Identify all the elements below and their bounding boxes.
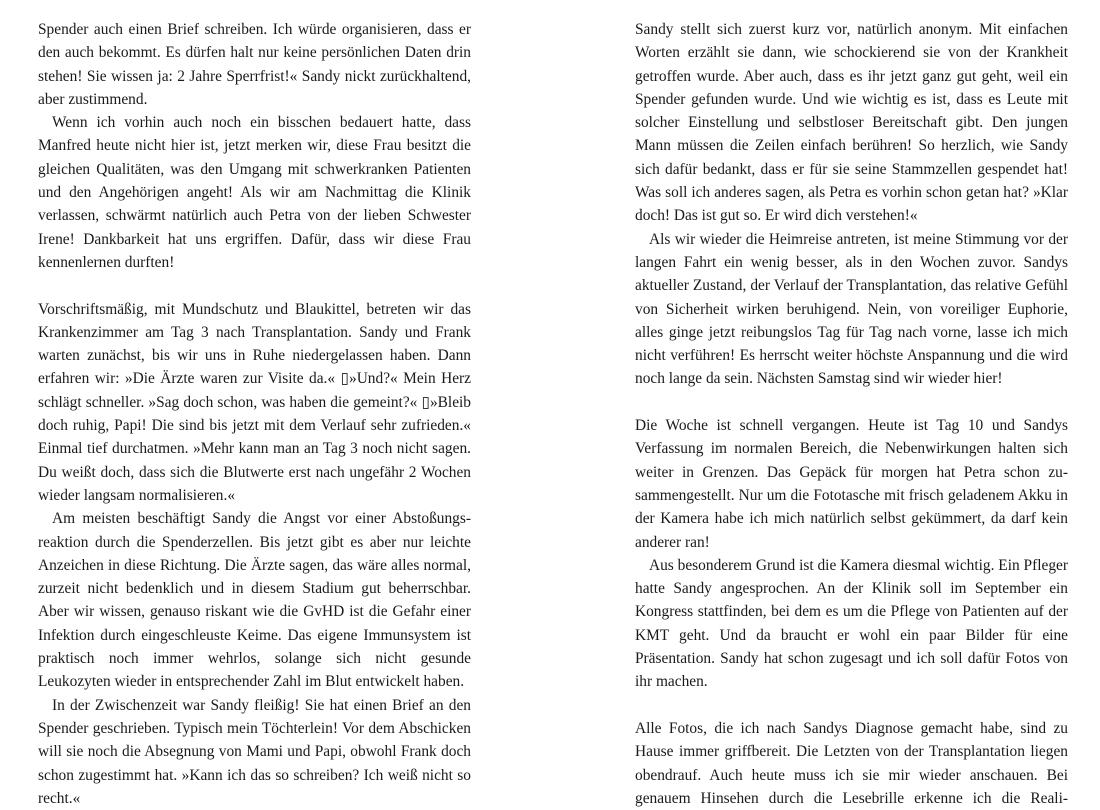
right-page xyxy=(635,18,1068,810)
left-page xyxy=(38,18,471,810)
left-paragraph-2: Wenn ich vorhin auch noch ein bisschen bedauert hatte, dass Manfred heute nicht hier ist, jetzt merken wir, diese Frau besitzt die gleichen Qualitäten, was den Umgang mit schwerkranken Patienten und den Angehörigen angeht! Als wir am Nachmittag die Klinik verlassen, schwärmt natürlich auch Petra von der lieben Schwester Irene! Dankbarkeit hat uns ergriffen. Dafür, dass wir diese Frau kennenlernen durften! xyxy=(38,114,471,271)
right-paragraph-3: Die Woche ist schnell vergangen. Heute ist Tag 10 und Sandys Verfassung im normalen Bereich, die Nebenwirkungen halten sich weiter in Grenzen. Das Gepäck für morgen hat Petra schon zusammengestellt. Nur um die Fototasche mit frisch geladenem Akku in der Kamera habe ich mich natürlich selbst gekümmert, da darf kein anderer ran! xyxy=(635,417,1068,551)
left-paragraph-5: In der Zwischenzeit war Sandy fleißig! Sie hat einen Brief an den Spender geschrieben. Typisch mein Töchterlein! Vor dem Abschicken will sie noch die Absegnung von Mami und Papi, obwohl Frank doch schon zugestimmt hat. »Kann ich das so schreiben? Ich weiß nicht so recht.« xyxy=(38,696,471,807)
left-paragraph-4: Am meisten beschäftigt Sandy die Angst vor einer Abstoßungsreaktion durch die Spenderzellen. Bis jetzt gibt es aber nur leichte Anzeichen in diese Richtung. Die Ärzte sagen, das wäre alles normal, zurzeit nicht bedenklich und in diesem Stadium gut beherrschbar. Aber wir wissen, genauso riskant wie die GvHD ist die Gefahr einer Infektion durch eingeschleuste Keime. Das eigene Immunsystem ist praktisch noch immer wehrlos, solange sich nicht gesunde Leukozyten wieder in entsprechender Zahl im Blut entwickelt haben. xyxy=(38,510,471,691)
right-paragraph-5: Alle Fotos, die ich nach Sandys Diagnose gemacht habe, sind zu Hause immer griffbereit. Die Letzten von der Transplantation liegen obendrauf. Auch heute muss ich sie mir wieder anschauen. Bei genauem Hinsehen durch die Lesebrille erkenne ich die Reali- xyxy=(635,719,1068,807)
left-paragraph-1: Spender auch einen Brief schreiben. Ich würde organisieren, dass er den auch bekommt. Es dürfen halt nur keine persönlichen Daten drin stehen! Sie wissen ja: 2 Jahre Sperrfrist!« Sandy nickt zurückhaltend, aber zustimmend. xyxy=(38,21,471,108)
left-paragraph-3: Vorschriftsmäßig, mit Mundschutz und Blaukittel, betreten wir das Krankenzimmer am Tag 3 nach Transplantation. Sandy und Frank warten zunächst, bis wir uns in Ruhe niedergelassen haben. Dann erfahren wir: »Die Ärzte waren zur Visite da.« ▯»Und?« Mein Herz schlägt schneller. »Sag doch schon, was haben die gemeint?« ▯»Bleib doch ruhig, Papi! Die sind bis jetzt mit dem Verlauf sehr zufrieden.« Einmal tief durchatmen. »Mehr kann man an Tag 3 noch nicht sagen. Du weißt doch, dass sich die Blutwerte erst nach ungefähr 2 Wochen wieder langsam normalisieren.« xyxy=(38,300,471,504)
right-paragraph-4: Aus besonderem Grund ist die Kamera diesmal wichtig. Ein Pfleger hatte Sandy angesprochen. An der Klinik soll im September ein Kongress stattfinden, bei dem es um die Pflege von Patienten auf der KMT geht. Und da braucht er wohl ein paar Bilder für eine Präsentation. Sandy hat schon zugesagt und ich soll dafür Fotos von ihr machen. xyxy=(635,556,1068,691)
right-paragraph-2: Als wir wieder die Heimreise antreten, ist meine Stimmung vor der langen Fahrt ein wenig besser, als in den Wochen zuvor. Sandys aktueller Zustand, der Verlauf der Transplantation, das relative Gefühl von Sicherheit wirken beruhigend. Nein, von voreiliger Euphorie, alles ginge jetzt reibungslos Tag für Tag nach vorne, lasse ich mich nicht verführen! Es herrscht weiter höchste Anspannung und die wird noch lange da sein. Nächsten Samstag sind wir wieder hier! xyxy=(635,230,1068,388)
right-paragraph-1: Sandy stellt sich zuerst kurz vor, natürlich anonym. Mit einfachen Worten erzählt sie dann, wie schockierend sie von der Krankheit getroffen wurde. Aber auch, dass es ihr jetzt ganz gut geht, weil ein Spender gefunden wurde. Und wie wichtig es ist, dass es Leute mit solcher Einstellung und selbstloser Bereitschaft gibt. Den jungen Mann müssen die Zeilen einfach berühren! So herzlich, wie Sandy sich dafür bedankt, dass er für sie seine Stammzellen gespendet hat! Was soll ich anderes sagen, als Petra es vorhin schon getan hat? »Klar doch! Das ist gut so. Er wird dich verstehen!« xyxy=(635,21,1068,225)
